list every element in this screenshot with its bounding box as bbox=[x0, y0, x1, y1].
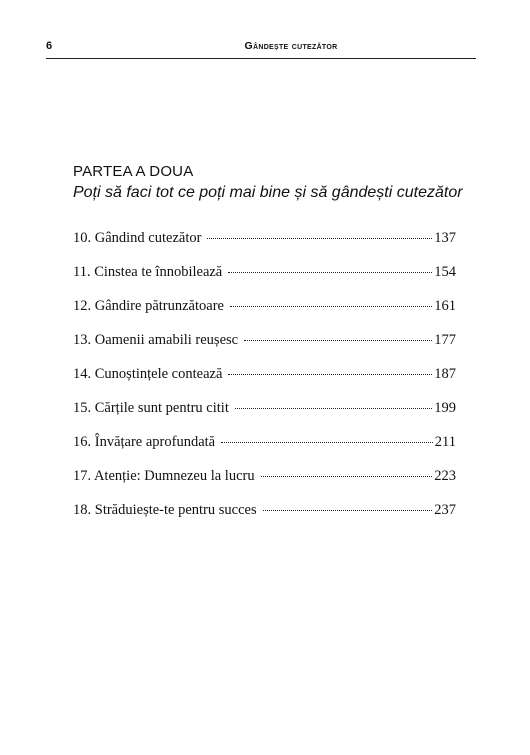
toc-entry-page: 177 bbox=[434, 332, 456, 348]
toc-entry bbox=[73, 468, 456, 502]
toc-entry-page: 199 bbox=[434, 400, 456, 416]
toc-leader-dots bbox=[263, 509, 433, 511]
page-header bbox=[46, 38, 476, 59]
table-of-contents bbox=[73, 230, 456, 536]
running-title: Gândește cutezător bbox=[244, 40, 338, 52]
toc-leader-dots bbox=[235, 407, 432, 409]
toc-entry bbox=[73, 264, 456, 298]
part-subtitle: Poți să faci tot ce poți mai bine și să gândești cutezător bbox=[73, 184, 463, 201]
toc-entry bbox=[73, 230, 456, 264]
toc-entry bbox=[73, 502, 456, 536]
toc-entry-page: 154 bbox=[434, 264, 456, 280]
toc-entry-page: 187 bbox=[434, 366, 456, 382]
toc-entry bbox=[73, 332, 456, 366]
toc-entry-title: 10. Gândind cutezător bbox=[73, 230, 202, 246]
toc-entry-title: 12. Gândire pătrunzătoare bbox=[73, 298, 224, 314]
toc-entry-title: 18. Străduiește-te pentru succes bbox=[73, 502, 257, 518]
toc-entry-page: 223 bbox=[434, 468, 456, 484]
toc-entry bbox=[73, 298, 456, 332]
toc-entry-page: 211 bbox=[434, 434, 456, 450]
toc-entry-title: 13. Oamenii amabili reușesc bbox=[73, 332, 239, 348]
toc-leader-dots bbox=[230, 305, 432, 307]
page-number: 6 bbox=[46, 40, 53, 52]
part-label: PARTEA A DOUA bbox=[73, 163, 194, 180]
toc-entry-page: 137 bbox=[434, 230, 456, 246]
toc-entry-title: 11. Cinstea te înnobilează bbox=[73, 264, 223, 280]
toc-entry-title: 15. Cărțile sunt pentru citit bbox=[73, 400, 229, 416]
toc-leader-dots bbox=[261, 475, 433, 477]
toc-leader-dots bbox=[221, 441, 433, 443]
toc-entry-title: 16. Învățare aprofundată bbox=[73, 434, 216, 450]
toc-entry-title: 14. Cunoștințele contează bbox=[73, 366, 223, 382]
toc-leader-dots bbox=[207, 237, 432, 239]
toc-entry-page: 237 bbox=[434, 502, 456, 518]
toc-entry-page: 161 bbox=[434, 298, 456, 314]
toc-entry-title: 17. Atenție: Dumnezeu la lucru bbox=[73, 468, 255, 484]
toc-leader-dots bbox=[244, 339, 432, 341]
toc-entry bbox=[73, 366, 456, 400]
toc-entry bbox=[73, 400, 456, 434]
toc-leader-dots bbox=[228, 271, 432, 273]
toc-leader-dots bbox=[228, 373, 432, 375]
toc-entry bbox=[73, 434, 456, 468]
